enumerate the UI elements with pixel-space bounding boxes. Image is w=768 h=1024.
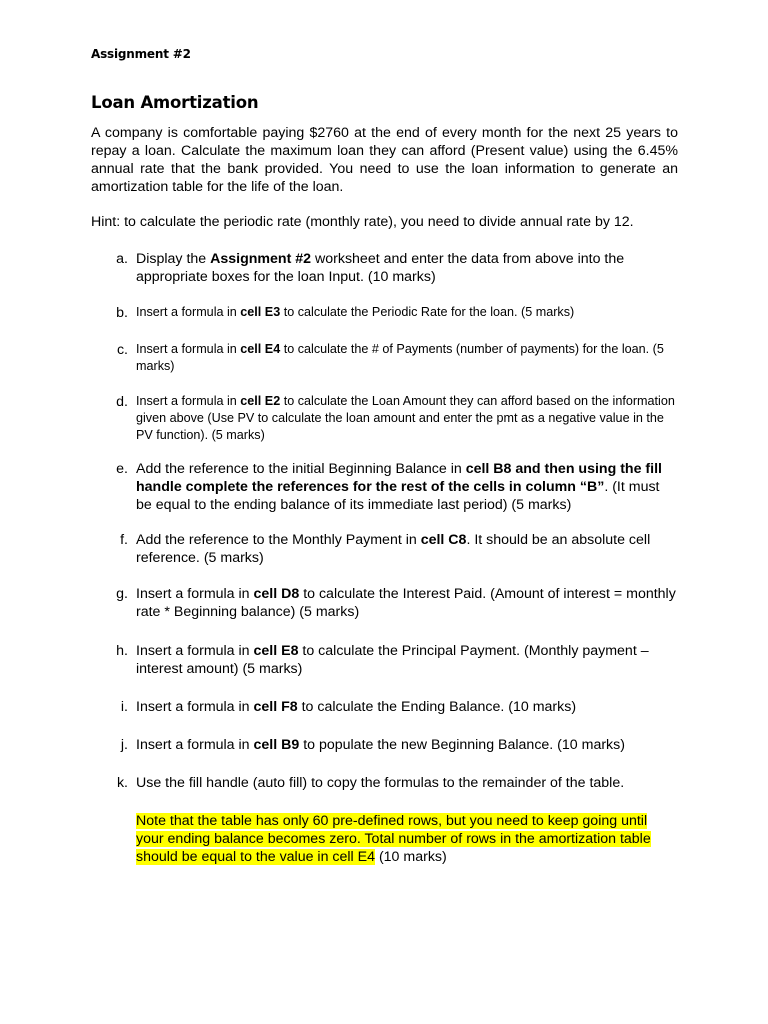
list-marker: j. xyxy=(120,737,128,753)
intro-paragraph: A company is comfortable paying $2760 at the end of every month for the next 25 years to repay a loan. Calculate the maximum loan they can afford (Present value) using the 6.45% annual rate that the bank provided. You need to use the loan information to generate an amortization table for the life of the loan. xyxy=(91,125,678,195)
list-item-text: Insert a formula in cell F8 to calculate the Ending Balance. (10 marks) xyxy=(136,699,577,715)
list-item-text: Insert a formula in cell E2 to calculate the Loan Amount they can afford based on the information given above (Use PV to calculate the loan amount and enter the pmt as a negative value in the PV function). (5 marks) xyxy=(136,394,675,442)
page-header: Assignment #2 xyxy=(91,47,191,61)
list-marker: c. xyxy=(116,342,128,358)
list-item-text: Insert a formula in cell D8 to calculate the Interest Paid. (Amount of interest = monthly rate * Beginning balance) (5 marks) xyxy=(136,586,676,620)
list-marker: a. xyxy=(116,251,128,267)
list-item-text: Display the Assignment #2 worksheet and enter the data from above into the appropriate boxes for the loan Input. (10 marks) xyxy=(136,251,625,285)
list-marker: h. xyxy=(116,643,128,659)
list-item-text: Insert a formula in cell E8 to calculate the Principal Payment. (Monthly payment – interest amount) (5 marks) xyxy=(136,643,649,677)
list-item-text: Insert a formula in cell B9 to populate the new Beginning Balance. (10 marks) xyxy=(136,737,625,753)
list-marker: k. xyxy=(116,775,128,791)
list-marker: i. xyxy=(120,699,128,715)
note-marks: (10 marks) xyxy=(375,849,447,865)
list-marker: e. xyxy=(116,461,128,477)
hint-paragraph: Hint: to calculate the periodic rate (monthly rate), you need to divide annual rate by 12. xyxy=(91,214,634,230)
highlighted-text: Note that the table has only 60 pre-defined rows, but you need to keep going until your ending balance becomes zero. Total number of rows in the amortization table should be equal to the value in cell E4 xyxy=(136,813,651,865)
list-item-text: Add the reference to the Monthly Payment in cell C8. It should be an absolute cell reference. (5 marks) xyxy=(136,532,651,566)
list-item-text: Use the fill handle (auto fill) to copy the formulas to the remainder of the table. xyxy=(136,775,625,791)
list-marker: g. xyxy=(116,586,128,602)
list-marker: d. xyxy=(116,394,128,410)
highlighted-note xyxy=(136,812,676,866)
list-item-text: Insert a formula in cell E3 to calculate the Periodic Rate for the loan. (5 marks) xyxy=(136,305,575,319)
page-title: Loan Amortization xyxy=(91,93,259,112)
list-item-text: Insert a formula in cell E4 to calculate the # of Payments (number of payments) for the loan. (5 marks) xyxy=(136,342,664,373)
list-marker: f. xyxy=(120,532,128,548)
list-marker: b. xyxy=(116,305,128,321)
list-item-text: Add the reference to the initial Beginning Balance in cell B8 and then using the fill handle complete the references for the rest of the cells in column “B”. (It must be equal to the ending balance of its immediate last period) (5 marks) xyxy=(136,461,662,513)
